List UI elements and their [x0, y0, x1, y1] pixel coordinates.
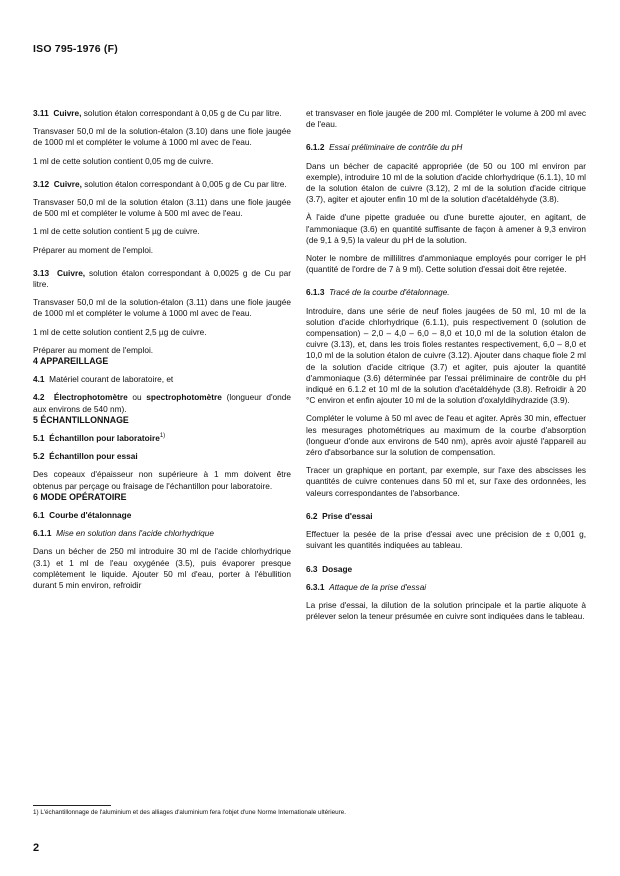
- paragraph: 1 ml de cette solution contient 5 µg de cuivre.: [33, 226, 200, 237]
- paragraph: Transvaser 50,0 ml de la solution-étalon (3.10) dans une fiole jaugée de 1000 ml et compléter le volume à 1000 ml avec de l'eau.: [33, 126, 291, 148]
- paragraph: Préparer au moment de l'emploi.: [33, 344, 154, 355]
- section-6-1-3: 6.1.3 Tracé de la courbe d'étalonnage.: [306, 287, 450, 298]
- paragraph: Préparer au moment de l'emploi.: [33, 244, 154, 255]
- heading-5: 5 ÉCHANTILLONNAGE: [33, 414, 129, 425]
- section-3-11: 3.11 Cuivre, solution étalon correspondant à 0,05 g de Cu par litre.: [33, 108, 282, 118]
- section-3-12: 3.12 Cuivre, solution étalon correspondant à 0,005 g de Cu par litre.: [33, 178, 287, 189]
- document-header: ISO 795-1976 (F): [33, 43, 118, 55]
- paragraph: La prise d'essai, la dilution de la solution principale et la partie aliquote à prélever selon la teneur présumée en cuivre sont indiquées dans le tableau.: [306, 599, 586, 622]
- right-column: [306, 108, 586, 622]
- section-6-3: 6.3 Dosage: [306, 563, 353, 574]
- paragraph: 1 ml de cette solution contient 2,5 µg de cuivre.: [33, 326, 207, 337]
- paragraph: À l'aide d'une pipette graduée ou d'une burette ajouter, en agitant, de l'ammoniaque (3.6) en quantité suffisante de façon à amener à 9,3 environ (de 9,1 à 9,5) la valeur du pH de la solution.: [306, 212, 586, 245]
- paragraph: Compléter le volume à 50 ml avec de l'eau et agiter. Après 30 min, effectuer les mesurages photométriques au maximum de la courbe d'absorption (longueur d'onde aux environs de 540 nm), après avoir ajusté l'appareil au zéro d'absorbance sur la solution de compensation.: [306, 413, 586, 458]
- section-6-1-2: 6.1.2 Essai préliminaire de contrôle du pH: [306, 142, 463, 153]
- paragraph: Transvaser 50,0 ml de la solution-étalon (3.11) dans une fiole jaugée de 1000 ml et compléter le volume à 1000 ml avec de l'eau.: [33, 297, 291, 319]
- paragraph: Effectuer la pesée de la prise d'essai avec une précision de ± 0,001 g, suivant les quantités indiquées au tableau.: [306, 529, 586, 551]
- heading-4: 4 APPAREILLAGE: [33, 356, 109, 367]
- section-5-2: 5.2 Échantillon pour essai: [33, 451, 138, 462]
- page-number: 2: [33, 842, 40, 854]
- left-column: [33, 108, 291, 591]
- section-6-1-1: 6.1.1 Mise en solution dans l'acide chlorhydrique: [33, 528, 215, 539]
- paragraph: Des copeaux d'épaisseur non supérieure à 1 mm doivent être obtenus par perçage ou fraisage de l'échantillon pour laboratoire.: [33, 469, 291, 491]
- section-6-2: 6.2 Prise d'essai: [306, 510, 373, 521]
- paragraph: et transvaser en fiole jaugée de 200 ml. Compléter le volume à 200 ml avec de l'eau.: [306, 108, 586, 130]
- paragraph: Introduire, dans une série de neuf fioles jaugées de 50 ml, 10 ml de la solution d'acide chlorhydrique (6.1.1), puis respectivement 0 (solution de compensation) – 2,0 – 4,0 – 6,0 – 8,0 et 10,0 ml de la solution étalon de cuivre (3.13), et, dans les trois fioles restantes respectivement, 6,0 – 8,0 et 10,0 ml de la solution étalon de cuivre (3.12). Ajouter dans chaque fiole 2 ml de la solution d'acide citrique (3.7) et agiter, puis ajouter la quantité d'ammoniaque (3.6) déterminée par l'essai préliminaire de contrôle du pH indiqué en 6.1.2 et 10 ml de la solution d'acétaldéhyde (3.8). Refroidir à 20 °C environ et enfin ajouter 10 ml de la solution d'oxalyldihydrazide (3.9).: [306, 305, 586, 406]
- section-6-3-1: 6.3.1 Attaque de la prise d'essai: [306, 581, 427, 592]
- paragraph: Dans un bécher de 250 ml introduire 30 ml de l'acide chlorhydrique (3.1) et 1 ml de l'eau oxygénée (3.5), puis évaporer presque complètement le liquide. Ajouter 50 ml d'eau, porter à l'ébullition durant 5 min environ, refroidir: [33, 546, 291, 591]
- footnote-divider: [33, 805, 111, 806]
- heading-6: 6 MODE OPÉRATOIRE: [33, 491, 127, 502]
- footnote: 1) L'échantillonnage de l'aluminium et des alliages d'aluminium fera l'objet d'une Norme Internationale ultérieure.: [33, 809, 346, 816]
- paragraph: Transvaser 50,0 ml de la solution étalon (3.11) dans une fiole jaugée de 500 ml et compléter le volume à 500 ml avec de l'eau.: [33, 197, 291, 219]
- section-4-1: 4.1 Matériel courant de laboratoire, et: [33, 374, 174, 385]
- section-3-13: 3.13 Cuivre, solution étalon correspondant à 0,0025 g de Cu par litre.: [33, 267, 291, 290]
- paragraph: Dans un bécher de capacité appropriée (de 50 ou 100 ml environ par exemple), introduire 10 ml de la solution d'acide chlorhydrique (6.1.1), 10 ml de la solution étalon de cuivre (3.12), 2 ml de la solution d'acide citrique (3.7), agiter et ajouter enfin 10 ml de la solution d'acétaldéhyde (3.8).: [306, 160, 586, 205]
- paragraph: Noter le nombre de millilitres d'ammoniaque employés pour corriger le pH (quantité de l'ordre de 7 à 9 ml). Cette solution d'essai doit être rejetée.: [306, 253, 586, 275]
- paragraph: 1 ml de cette solution contient 0,05 mg de cuivre.: [33, 155, 214, 166]
- paragraph: Tracer un graphique en portant, par exemple, sur l'axe des abscisses les quantités de cuivre contenues dans 50 ml et, sur l'axe des ordonnées, les valeurs correspondantes de l'absorbance.: [306, 465, 586, 498]
- section-6-1: 6.1 Courbe d'étalonnage: [33, 510, 132, 521]
- section-4-2: 4.2 Électrophotomètre ou spectrophotomètre (longueur d'onde aux environs de 540 nm).: [33, 392, 291, 414]
- section-5-1: 5.1 Échantillon pour laboratoire$^{1)}$: [33, 433, 166, 444]
